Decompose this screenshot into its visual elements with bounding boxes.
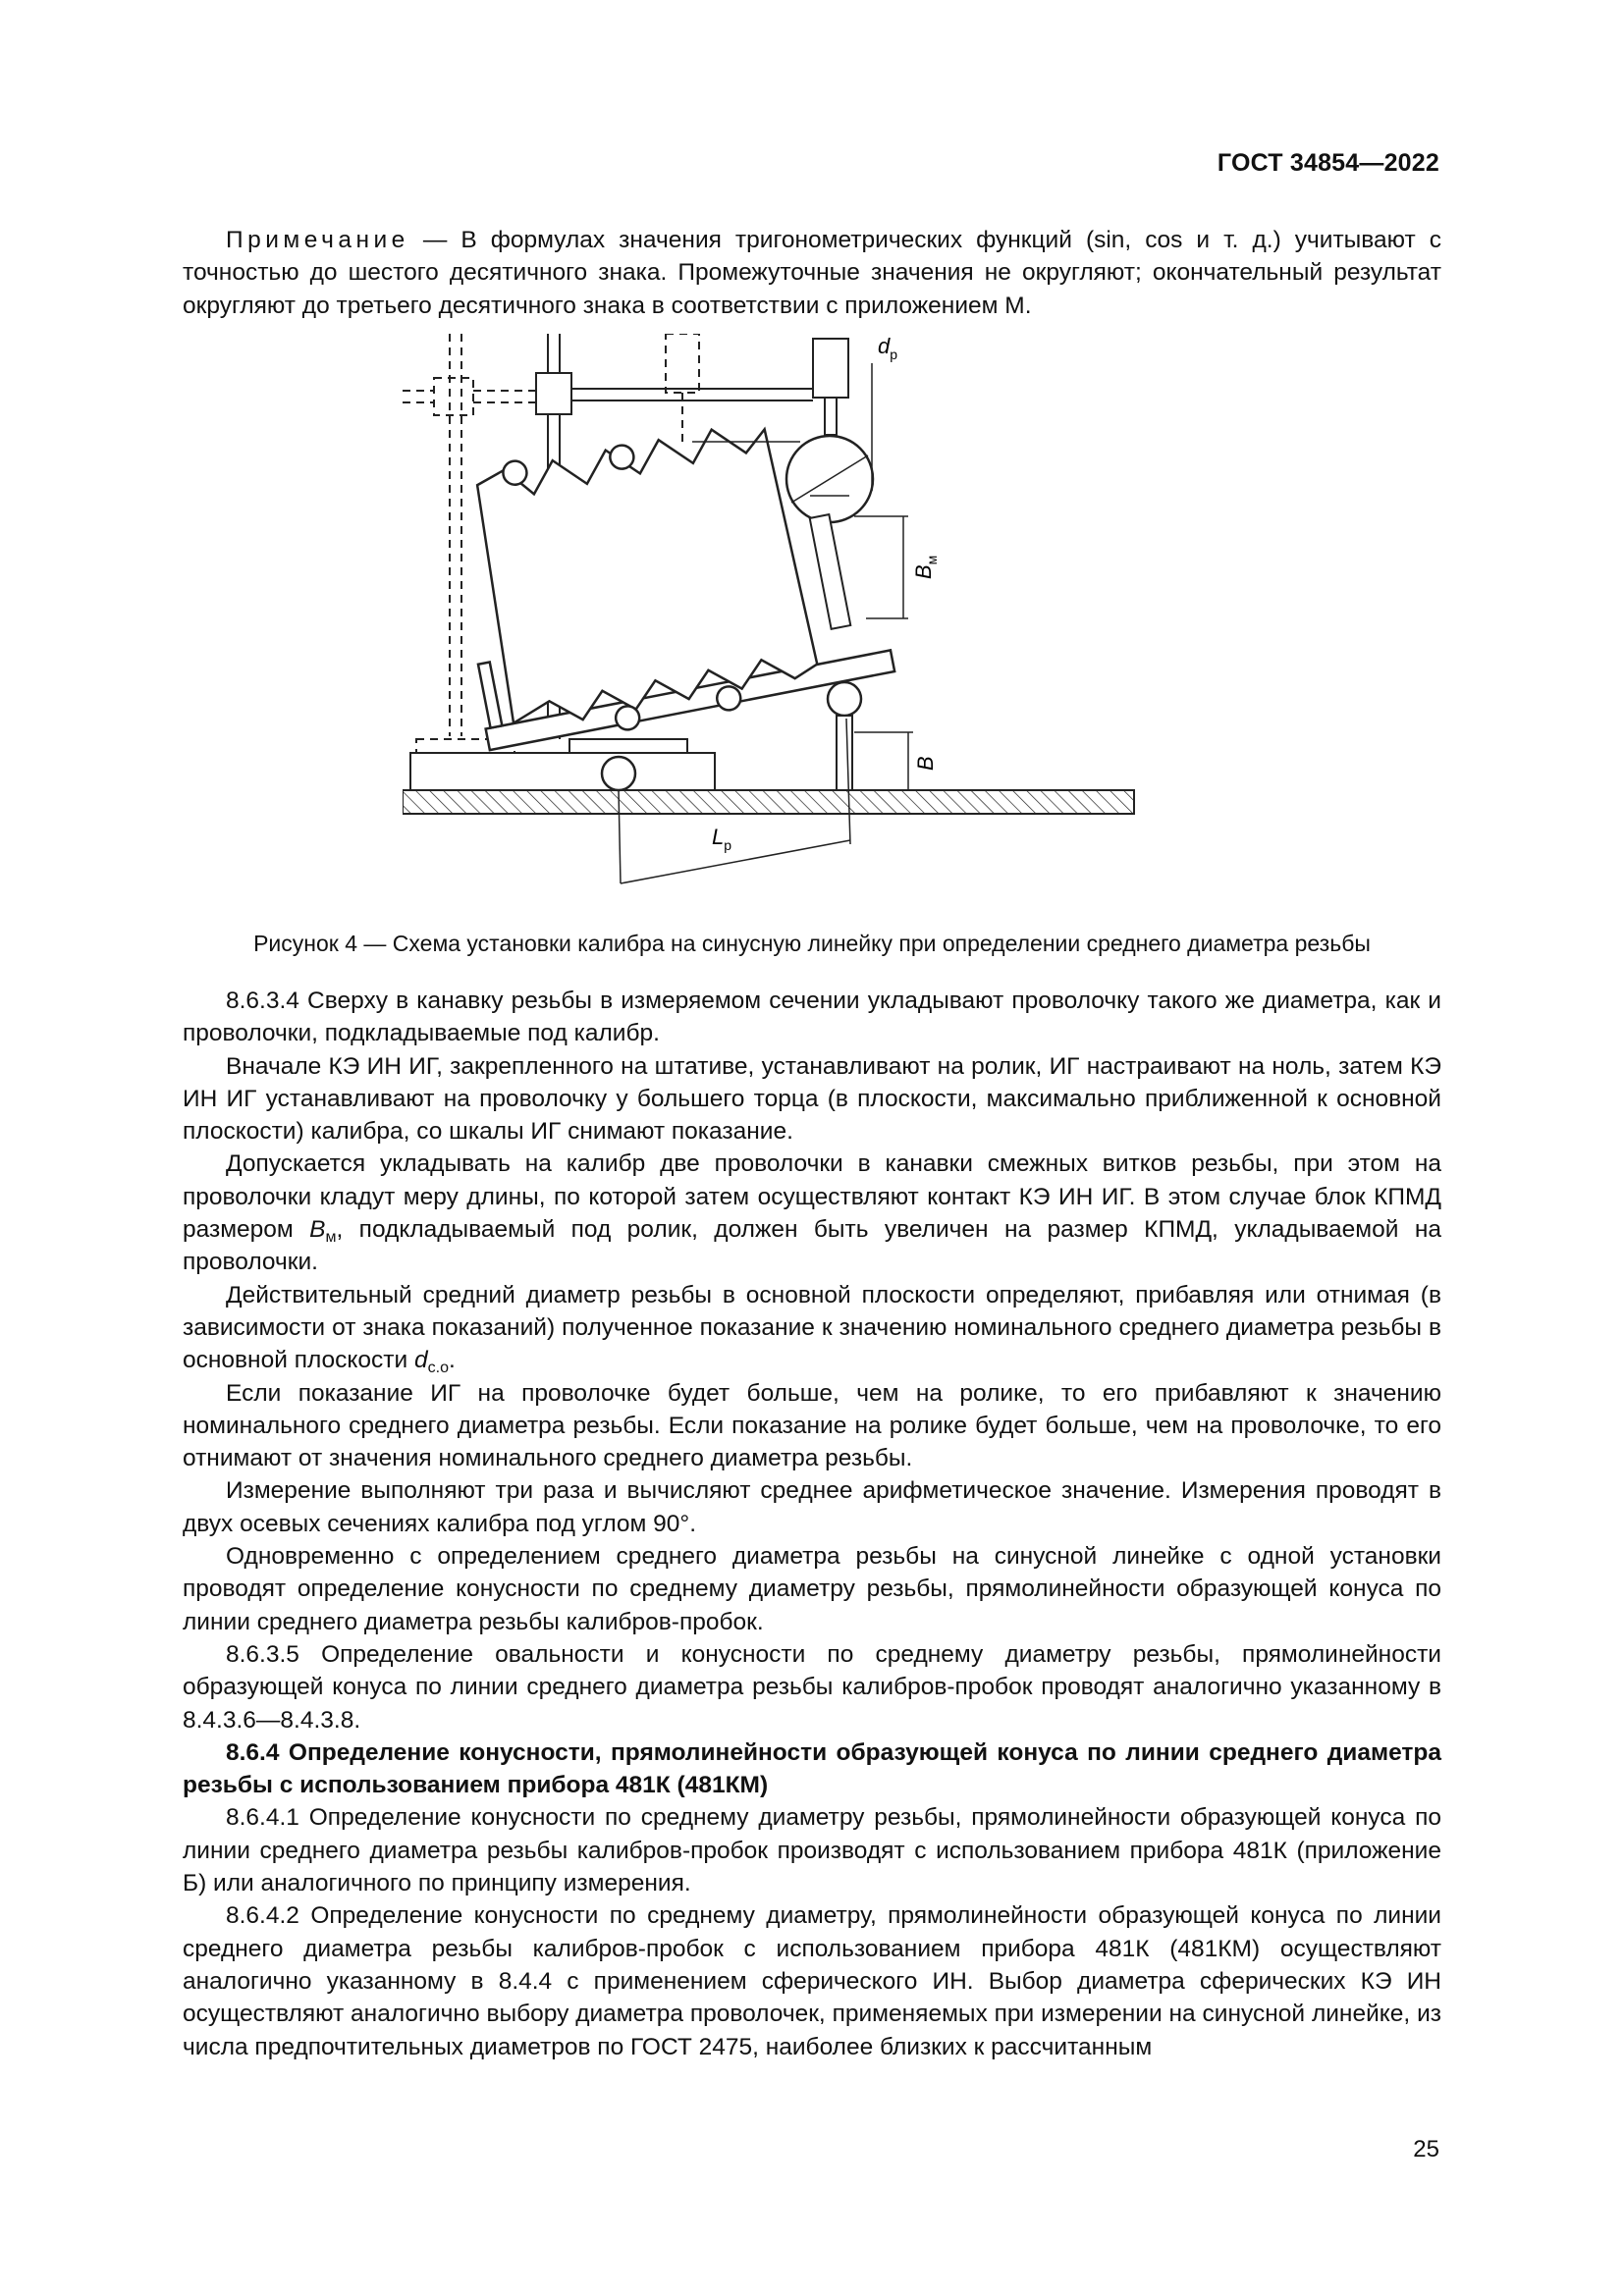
paragraph xyxy=(183,1474,1441,1540)
paragraph-text: Одновременно с определением среднего диаметра резьбы на синусной линейке с одной установки проводят определение конусности по среднему диаметру резьбы, прямолинейности образующей конуса по линии среднего диаметра резьбы калибров-пробок. xyxy=(183,1543,1441,1635)
paragraph-text: 8.6.3.4 Сверху в канавку резьбы в измеряемом сечении укладывают проволочку такого же диаметра, как и проволочки, подкладываемые под калибр. xyxy=(183,988,1441,1047)
note-paragraph xyxy=(183,224,1441,322)
variable: d xyxy=(414,1347,428,1374)
figure-caption: Рисунок 4 — Схема установки калибра на синусную линейку при определении среднего диаметра резьбы xyxy=(253,931,1371,956)
label-bm: $B_м$ xyxy=(911,555,940,579)
stand-base xyxy=(410,753,715,790)
gauge-block xyxy=(837,716,852,790)
page-number: 25 xyxy=(1413,2136,1439,2163)
standard-designation: ГОСТ 34854—2022 xyxy=(1217,149,1439,177)
paragraph-text: , подкладываемый под ролик, должен быть увеличен на размер КПМД, укладываемой на проволочки. xyxy=(183,1216,1441,1276)
paragraph-text: 8.6.3.5 Определение овальности и конусности по среднему диаметру резьбы, прямолинейности образующей конуса по линии среднего диаметра резьбы калибров-пробок проводят аналогично указанному в 8.4.3.6—8.4.3.8. xyxy=(183,1640,1441,1734)
paragraph-text: Измерение выполняют три раза и вычисляют среднее арифметическое значение. Измерения проводят в двух осевых сечениях калибра под углом 90°. xyxy=(183,1477,1441,1537)
paragraph-text: Если показание ИГ на проволочке будет больше, чем на ролике, то его прибавляют к значению номинального среднего диаметра резьбы. Если показание на ролике будет больше, чем на проволочке, то его отнимают от значения номинального среднего диаметра резьбы. xyxy=(183,1379,1441,1472)
note-block xyxy=(183,224,1441,322)
paragraph xyxy=(183,1899,1441,2062)
paragraph xyxy=(183,1801,1441,1899)
base-surface xyxy=(403,790,1134,814)
stand-foot xyxy=(569,739,687,753)
paragraph xyxy=(183,1050,1441,1148)
label-dp: $d_р$ xyxy=(878,334,898,362)
paragraph xyxy=(183,1377,1441,1475)
paragraph-text: 8.6.4.2 Определение конусности по среднему диаметру, прямолинейности образующей конуса по линии среднего диаметра резьбы калибров-пробок с использованием прибора 481К (481КМ) осуществляют аналогично указанному в 8.4.4 с применением сферического ИН. Выбор диаметра сферических КЭ ИН осуществляют аналогично выбору диаметра проволочек, применяемых при измерении на синусной линейке, из числа предпочтительных диаметров по ГОСТ 2475, наиболее близких к рассчитанным xyxy=(183,1902,1441,2060)
label-lp: $L_р$ xyxy=(712,825,732,853)
variable: B xyxy=(309,1216,326,1244)
sine-bar-setup-figure xyxy=(403,334,1168,903)
paragraph xyxy=(183,985,1441,1050)
label-b: B xyxy=(913,756,938,771)
subscript: с.о xyxy=(427,1360,449,1377)
thread-gauge xyxy=(464,411,823,751)
paragraph xyxy=(183,1540,1441,1638)
heading-text: 8.6.4 Определение конусности, прямолинейности образующей конуса по линии среднего диаметра резьбы с использованием прибора 481К (481КМ) xyxy=(183,1738,1441,1799)
paragraph xyxy=(183,1279,1441,1377)
roller-left xyxy=(602,757,635,790)
subscript: м xyxy=(325,1229,337,1247)
roller-right xyxy=(828,682,861,716)
body-text xyxy=(183,985,1441,2063)
paragraph-text: Допускается укладывать на калибр две проволочки в канавки смежных витков резьбы, при этом на проволочки кладут меру длины, по которой затем осуществляют контакт КЭ ИН ИГ. В этом случае блок КПМД размером xyxy=(183,1150,1441,1244)
paragraph-text: . xyxy=(448,1347,456,1374)
section-heading xyxy=(183,1736,1441,1802)
note-label: Примечание xyxy=(226,227,409,253)
paragraph xyxy=(183,1638,1441,1736)
note-text: — В формулах значения тригонометрических функций (sin, cos и т. д.) учитывают с точностью до шестого десятичного знака. Промежуточные значения не округляют; окончательный результат округляют до третьего десятичного знака в соответствии с приложением М. xyxy=(183,227,1441,319)
paragraph-text: 8.6.4.1 Определение конусности по среднему диаметру резьбы, прямолинейности образующей конуса по линии среднего диаметра резьбы калибров-пробок производят с использованием прибора 481К (приложение Б) или аналогичного по принципу измерения. xyxy=(183,1804,1441,1897)
paragraph-text: Вначале КЭ ИН ИГ, закрепленного на штативе, устанавливают на ролик, ИГ настраивают на ноль, затем КЭ ИН ИГ устанавливают на проволочку у большего торца (в плоскости, максимально приближенной к основной плоскости) калибра, со шкалы ИГ снимают показание. xyxy=(183,1052,1441,1146)
paragraph-text: Действительный средний диаметр резьбы в основной плоскости определяют, прибавляя или отнимая (в зависимости от знака показаний) полученное показание к значению номинального среднего диаметра резьбы в основной плоскости xyxy=(183,1281,1441,1374)
paragraph xyxy=(183,1148,1441,1278)
